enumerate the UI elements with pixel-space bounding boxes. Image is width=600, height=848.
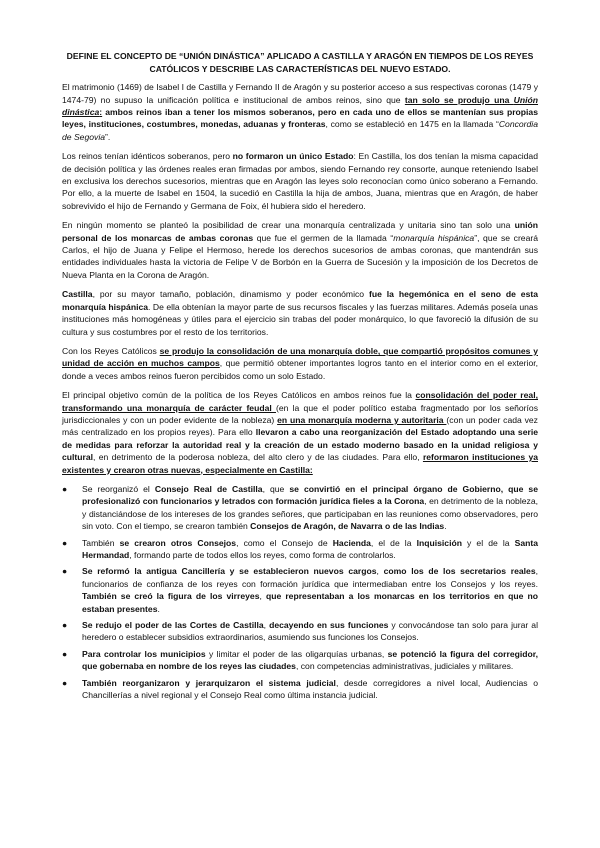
b4-bold: Se redujo el poder de las Cortes de Castilla (82, 620, 264, 631)
bullet-icon: ● (62, 483, 68, 494)
paragraph-castilla (62, 288, 538, 338)
b4-comma: , (263, 620, 270, 631)
paragraph-union-dinastica (62, 81, 538, 143)
paragraph-monarquia (62, 219, 538, 281)
p6-bold-underline: consolidación del poder real, transformando una monarquía de carácter feudal (62, 390, 538, 413)
p3-text-3: ”, que se creará Carlos, el hijo de Juana y Felipe el Hermoso, herede los derechos sucesorios de ambas coronas, que mantendrán sus entidades individuales hasta la victoria de Felipe V de Borbón en la Guerra de Sucesión y la imposición de los Decretos de Nueva Planta en la Corona de Aragón. (62, 232, 539, 280)
b6-text: , desde corregidores a nivel local, Audiencias o Chancillerías a nivel regional y el Consejo Real como última instancia judicial. (82, 677, 538, 701)
b1-bold-3: Consejos de Aragón, de Navarra o de las Indias (250, 521, 445, 532)
p3-text: En ningún momento se planteó la posibilidad de crear una monarquía centralizada y unitaria sino tan solo una (62, 220, 515, 231)
b1-bold: Consejo Real de Castilla (154, 483, 263, 494)
p6-bold-underline-3: reformaron instituciones ya existentes y crearon otras nuevas, especialmente en Castilla: (62, 452, 538, 475)
b1-bold-2: se convirtió en el principal órgano de Gobierno, que se profesionalizó con funcionarios y letrados con formación jurídica fieles a la Corona (82, 483, 538, 507)
bullet-icon: ● (62, 677, 68, 688)
p6-text: El principal objetivo común de la política de los Reyes Católicos en ambos reinos fue la (62, 390, 416, 401)
list-item (62, 677, 538, 702)
b2-bold-3: Inquisición (416, 537, 462, 548)
list-item (62, 483, 538, 533)
b1-end: . (444, 521, 447, 532)
p6-text-3: (con un poder cada vez más centralizado en los propios reyes). Para ello (62, 414, 538, 438)
bullet-icon: ● (62, 537, 68, 548)
document-title: DEFINE EL CONCEPTO DE “UNIÓN DINÁSTICA” APLICADO A CASTILLA Y ARAGÓN EN TIEMPOS DE LOS REYES CATÓLICOS Y DESCRIBE LAS CARACTERÍSTICAS DEL NUEVO ESTADO. (66, 51, 534, 74)
b2-end: , formando parte de todos ellos los reyes, como forma de controlarlos. (129, 550, 396, 560)
p4-text-2: . De ella obtenían la mayor parte de sus recursos fiscales y las fuerzas militares. Además poseía unas instituciones más homogéneas y útiles para el ejercicio sin trabas del poder monárquico, lo que favoreció la difusión de su cultura y sus costumbres por el resto de los territorios. (62, 301, 538, 337)
b3-end: . (157, 603, 160, 614)
paragraph-reinos (62, 150, 538, 212)
bullet-icon: ● (62, 648, 68, 659)
list-item (62, 619, 538, 644)
b2-text-2: , como el Consejo de (236, 537, 333, 548)
p1-end: ”. (105, 131, 111, 142)
p1-underline: tan solo se produjo una (404, 94, 514, 105)
p1-bold: ambos reinos iban a tener los mismos soberanos, pero en cada uno de ellos se mantenían sus propias leyes, instituciones, costumbres, monedas, aduanas y fronteras (62, 107, 538, 130)
b5-bold-2: se potenció la figura del corregidor, que gobernaba en nombre de los reyes las ciudades (82, 648, 538, 672)
p3-text-2: que fue el germen de la llamada “ (253, 232, 394, 243)
bullet-icon: ● (62, 566, 68, 577)
p5-text: Con los Reyes Católicos (62, 345, 160, 356)
p2-text-2: : En Castilla, los dos tenían la misma capacidad de decisión política y las órdenes reales eran firmadas por ambos, siendo Fernando rey consorte, aunque reteniendo Isabel en exclusiva los derechos sucesorios, mientras que en Aragón las leyes solo reconocían como único soberano a Fernando. Por ello, a la muerte de Isabel en 1504, la sucedió en Castilla la hija de ambos, Juana, mientras que en Aragón, de haber sobrevivido el hijo de Fernando y Germana de Foix, él hubiera sido el heredero. (62, 151, 538, 211)
list-item (62, 648, 538, 673)
b3-bold: Se reformó la antigua Cancillería y se establecieron nuevos cargos (82, 566, 377, 577)
p5-bold-underline: se produjo la consolidación de una monarquía doble, que compartió propósitos comunes y unidad de acción en muchos campos (62, 345, 538, 369)
b2-bold: se crearon otros Consejos (119, 537, 237, 548)
list-item (62, 565, 538, 615)
p1-text-2: , como se estableció en 1475 en la llamada “ (325, 119, 499, 130)
b2-text: También (82, 537, 120, 548)
b3-text: , funcionarios de confianza de los reyes con formación jurídica que intermediaban entre los Consejos y los reyes. (82, 566, 538, 589)
p3-italic: monarquía hispánica (393, 232, 475, 243)
b2-text-3: , el de la (370, 537, 417, 548)
b2-bold-4: Santa Hermandad (82, 537, 539, 560)
paragraph-reyes-catolicos (62, 345, 538, 382)
p6-bold-underline-2: en una monarquía moderna y autoritaria (277, 414, 447, 425)
b3-comma-2: , (259, 591, 266, 602)
b3-comma: , (376, 566, 384, 577)
p2-text: Los reinos tenían idénticos soberanos, pero (62, 151, 233, 162)
b1-text: Se reorganizó el (82, 483, 155, 494)
b2-bold-2: Hacienda (332, 537, 371, 548)
b5-bold: Para controlar los municipios (82, 648, 206, 659)
p1-colon: : (99, 107, 103, 117)
b3-bold-4: que representaban a los monarcas en los territorios en que no estaban presentes (82, 591, 538, 614)
p3-bold: unión personal de los monarcas de ambas coronas (62, 220, 538, 243)
p4-bold: fue la hegemónica en el seno de esta monarquía hispánica (62, 289, 538, 312)
b5-text-2: , con competencias administrativas, judiciales y militares. (295, 661, 514, 672)
b2-text-4: y el de la (461, 537, 515, 548)
b6-bold: También reorganizaron y jerarquizaron el sistema judicial (82, 677, 336, 688)
b4-bold-2: decayendo en sus funciones (269, 620, 389, 631)
paragraph-objetivo (62, 389, 538, 476)
p2-bold: no formaron un único Estado (232, 151, 354, 162)
reform-list (62, 483, 538, 702)
b3-bold-2: como los de los secretarios reales (383, 566, 536, 577)
p6-bold: llevaron a cabo una reorganización del Estado adoptando una serie de medidas para reforzar la autoridad real y la creación de un estado moderno basado en la unidad religiosa y cultural (62, 427, 538, 463)
p1-text: El matrimonio (1469) de Isabel I de Castilla y Fernando II de Aragón y su posterior acceso a sus respectivas coronas (1479 y 1474-79) no supuso la unificación política e institucional de ambos reinos, sino que (62, 82, 538, 105)
bullet-icon: ● (62, 620, 68, 631)
p4-text: , por su mayor tamaño, población, dinamismo y poder económico (92, 289, 369, 300)
b1-text-3: , en detrimento de la nobleza, y distanciándose de los intereses de los grandes señores, que participaban en las reuniones como observadores, pero sin voto. Con el tiempo, se crearon también (82, 496, 538, 532)
p6-text-2: (en la que el poder político estaba fragmentado por los señoríos jurisdiccionales y con un poder evidente de la nobleza) (62, 402, 538, 425)
p6-text-4: , en detrimento de la poderosa nobleza, del alto clero y de las ciudades. Para ello, (93, 452, 423, 463)
p5-text-2: , que permitió obtener importantes logros tanto en el interior como en el exterior, donde a veces ambos reinos fueron percibidos como un solo Estado. (62, 358, 538, 381)
list-item (62, 537, 538, 562)
p4-castilla: Castilla (62, 289, 93, 300)
b3-bold-3: También se creó la figura de los virreyes (82, 591, 260, 602)
b5-text: y limitar el poder de las oligarquías urbanas, (205, 648, 388, 659)
b1-text-2: , que (262, 483, 290, 494)
b4-text: y convocándose tan solo para jurar al heredero o establecer subsidios extraordinarios, asumiendo sus funciones los Consejos. (82, 620, 538, 643)
p1-term: Unión dinástica (62, 94, 539, 117)
p1-concordia: Concordia de Segovia (62, 119, 538, 142)
